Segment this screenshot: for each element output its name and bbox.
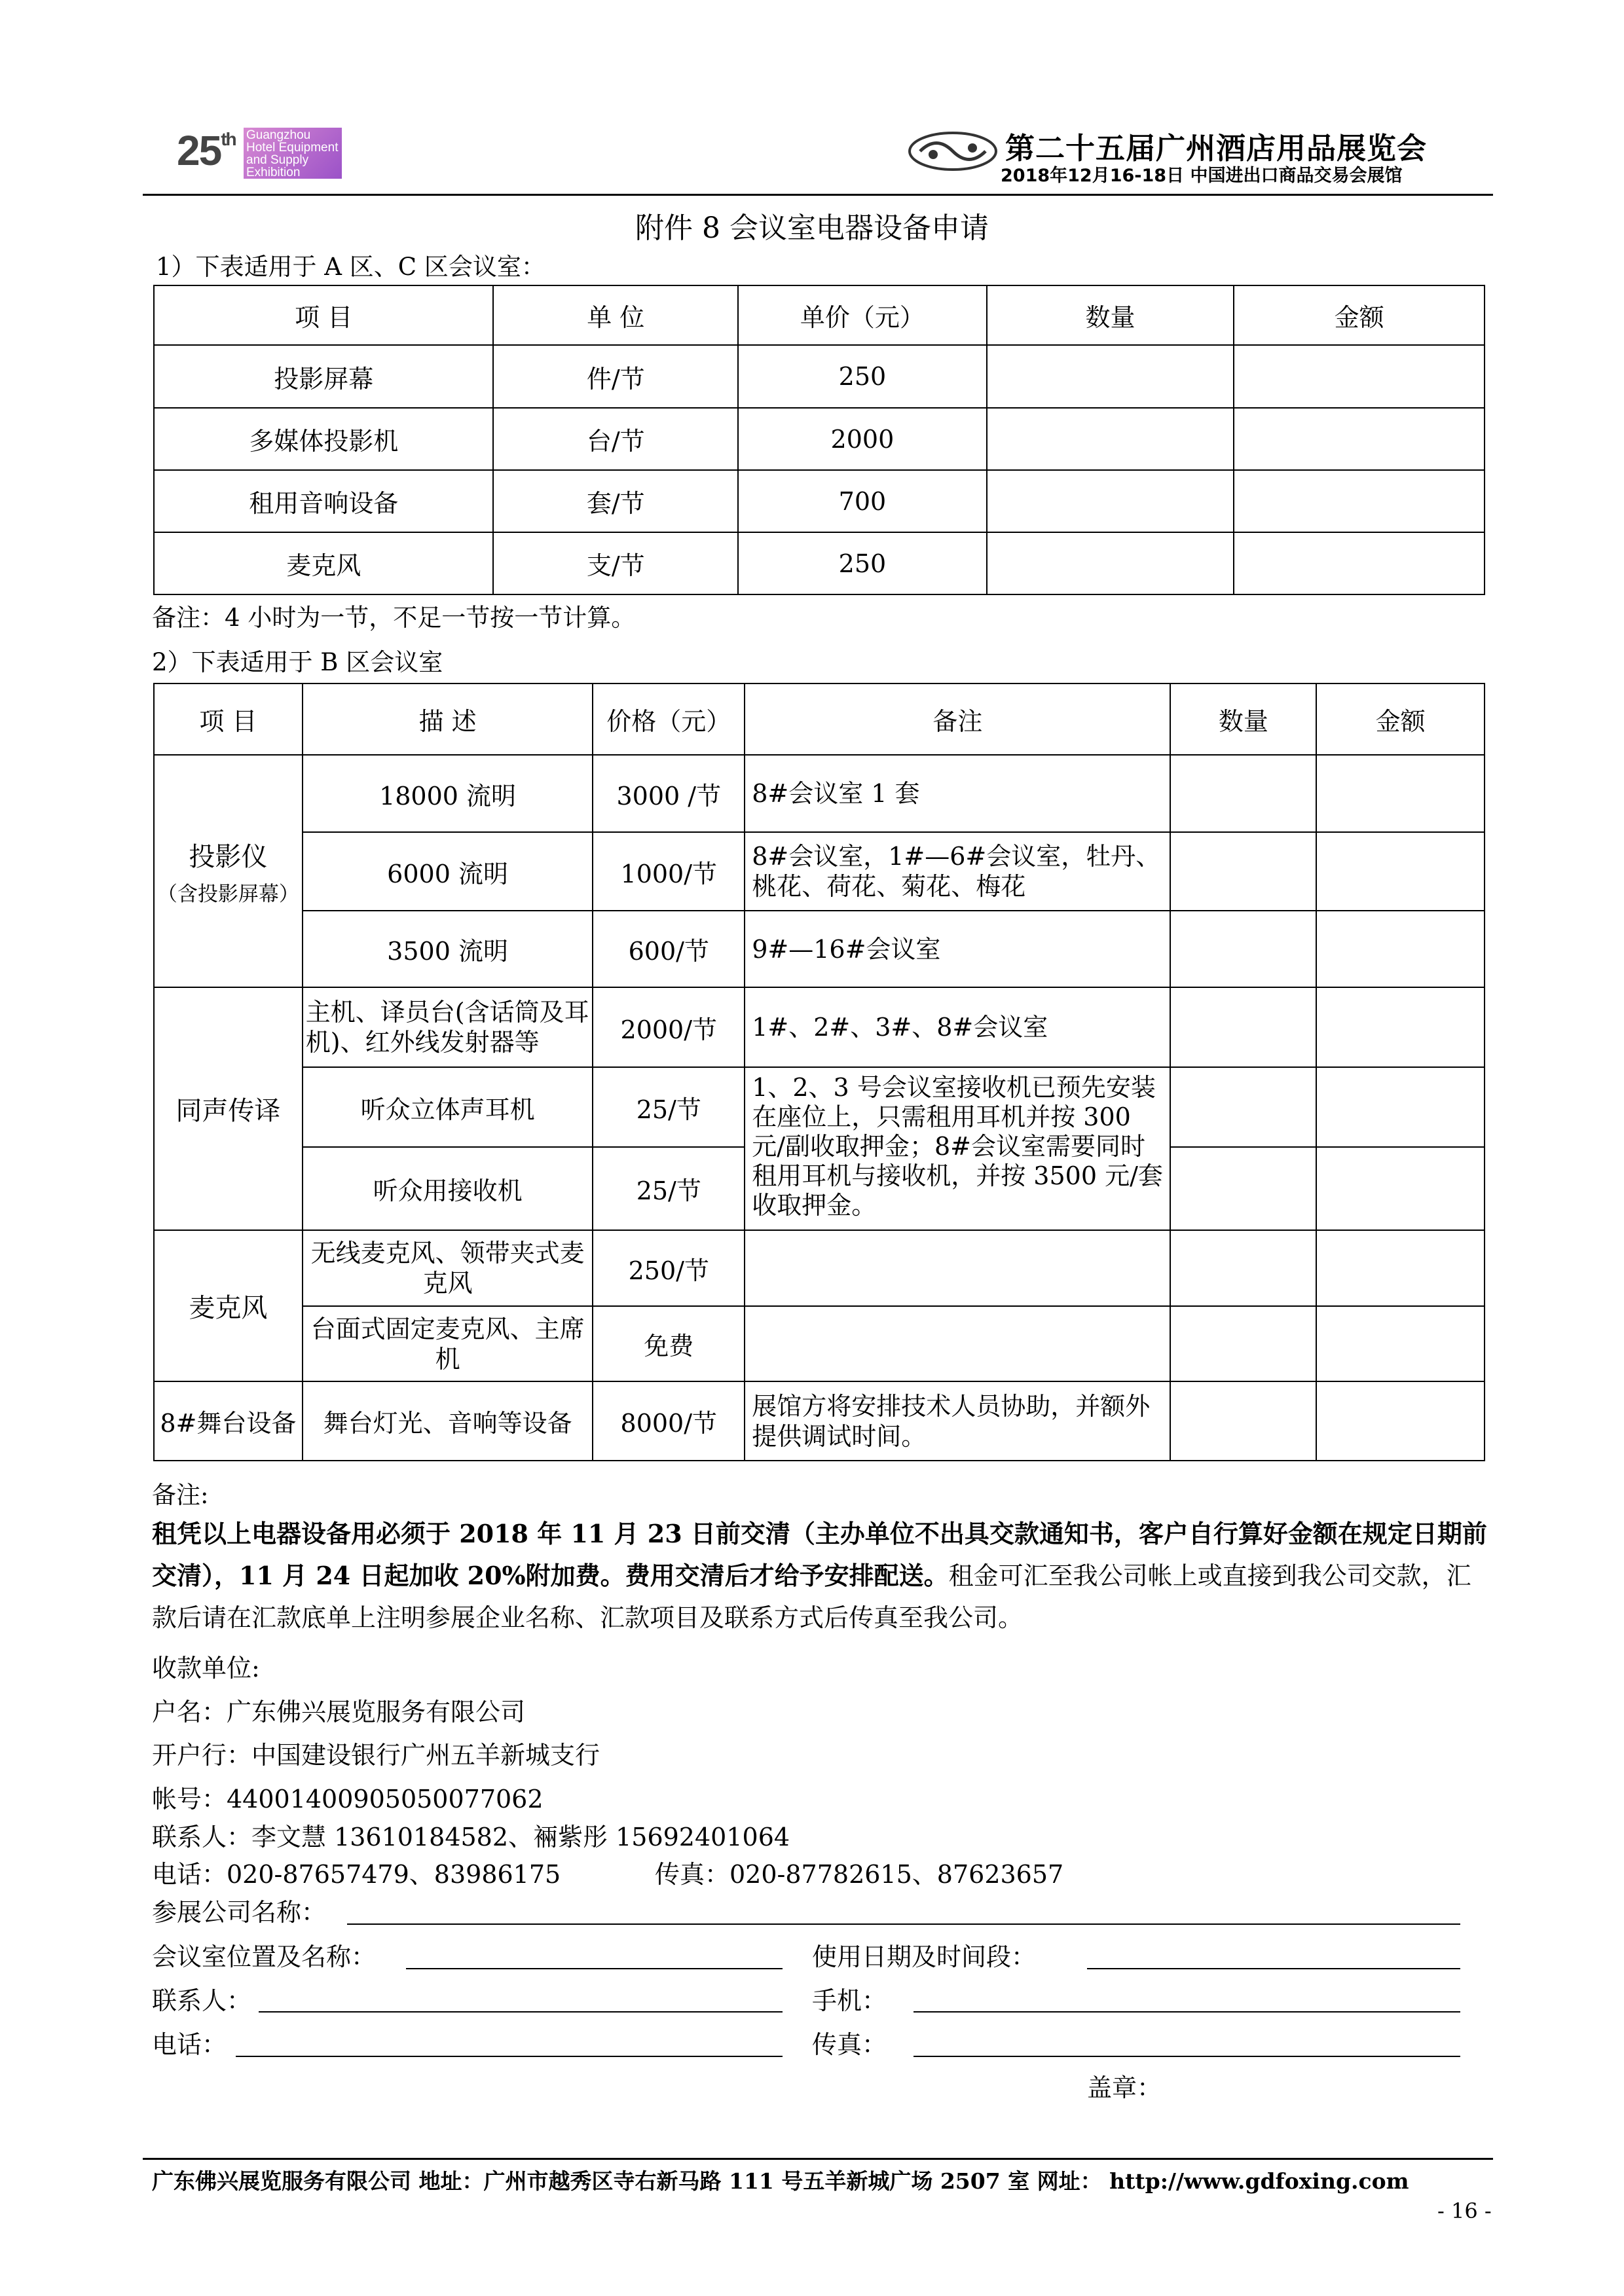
equipment-table-b xyxy=(153,683,1485,1461)
unit-cell: 套/节 xyxy=(493,470,738,532)
fax-field[interactable] xyxy=(913,2056,1460,2057)
desc-cell: 台面式固定麦克风、主席机 xyxy=(303,1306,593,1381)
amount-cell[interactable] xyxy=(1234,470,1485,532)
remark-cell: 1、2、3 号会议室接收机已预先安装在座位上，只需租用耳机并按 300 元/副收取押金；8#会议室需要同时租用耳机与接收机，并按 3500 元/套收取押金。 xyxy=(745,1067,1170,1230)
payee-label: 收款单位: xyxy=(152,1654,260,1683)
price-cell: 250 xyxy=(738,345,987,408)
table-row xyxy=(154,345,1485,408)
amount-cell[interactable] xyxy=(1316,1067,1485,1147)
desc-cell: 听众用接收机 xyxy=(303,1147,593,1230)
price-cell: 700 xyxy=(738,470,987,532)
column-header: 金额 xyxy=(1316,683,1485,755)
amount-cell[interactable] xyxy=(1316,832,1485,911)
desc-cell: 3500 流明 xyxy=(303,911,593,987)
notes-label: 备注: xyxy=(152,1481,209,1509)
amount-cell[interactable] xyxy=(1316,1306,1485,1381)
tel-field[interactable] xyxy=(236,2056,783,2057)
item-cell: 麦克风 xyxy=(154,532,493,594)
foxing-emblem-icon xyxy=(907,130,999,173)
meeting-room-label: 会议室位置及名称： xyxy=(152,1942,377,1971)
table-row xyxy=(154,1230,1485,1306)
group-cell-projector xyxy=(154,755,303,987)
tel-label: 电话： xyxy=(152,2030,227,2059)
price-cell: 免费 xyxy=(593,1306,745,1381)
remark-cell: 8#会议室，1#—6#会议室，牡丹、桃花、荷花、菊花、梅花 xyxy=(745,832,1170,911)
quantity-cell[interactable] xyxy=(1170,1306,1316,1381)
company-name-label: 参展公司名称： xyxy=(152,1898,327,1927)
unit-cell: 支/节 xyxy=(493,532,738,594)
quantity-cell[interactable] xyxy=(987,532,1234,594)
exhibition-title: 第二十五届广州酒店用品展览会 xyxy=(1005,131,1428,166)
logo-number: 25th xyxy=(177,127,236,174)
price-cell: 8000/节 xyxy=(593,1381,745,1461)
mobile-field[interactable] xyxy=(913,2011,1460,2013)
quantity-cell[interactable] xyxy=(1170,911,1316,987)
group-cell-interpret: 同声传译 xyxy=(154,987,303,1230)
amount-cell[interactable] xyxy=(1316,1147,1485,1230)
item-cell: 投影屏幕 xyxy=(154,345,493,408)
table-row xyxy=(154,832,1485,911)
table-row xyxy=(154,911,1485,987)
price-cell: 250/节 xyxy=(593,1230,745,1306)
desc-cell: 舞台灯光、音响等设备 xyxy=(303,1381,593,1461)
amount-cell[interactable] xyxy=(1234,345,1485,408)
quantity-cell[interactable] xyxy=(987,345,1234,408)
bank-name: 开户行：中国建设银行广州五羊新城支行 xyxy=(152,1741,600,1770)
remark-cell xyxy=(745,1306,1170,1381)
column-header: 单 位 xyxy=(493,285,738,345)
remark-cell: 9#—16#会议室 xyxy=(745,911,1170,987)
desc-cell: 6000 流明 xyxy=(303,832,593,911)
price-cell: 600/节 xyxy=(593,911,745,987)
item-cell: 租用音响设备 xyxy=(154,470,493,532)
table-row xyxy=(154,1306,1485,1381)
price-cell: 250 xyxy=(738,532,987,594)
fax-numbers: 传真：020-87782615、87623657 xyxy=(655,1860,1064,1889)
column-header: 数量 xyxy=(1170,683,1316,755)
amount-cell[interactable] xyxy=(1316,911,1485,987)
logo-badge: Guangzhou Hotel Equipment and Supply Exhibition xyxy=(244,128,342,179)
table-row xyxy=(154,470,1485,532)
item-cell: 多媒体投影机 xyxy=(154,408,493,470)
section2-heading: 2）下表适用于 B 区会议室 xyxy=(152,648,443,676)
equipment-table-ac xyxy=(153,285,1485,595)
account-name: 户名：广东佛兴展览服务有限公司 xyxy=(152,1698,526,1726)
table-row xyxy=(154,987,1485,1067)
table-row xyxy=(154,755,1485,832)
table-header-row xyxy=(154,683,1485,755)
remark-cell: 1#、2#、3#、8#会议室 xyxy=(745,987,1170,1067)
amount-cell[interactable] xyxy=(1316,1381,1485,1461)
amount-cell[interactable] xyxy=(1316,987,1485,1067)
page-number: - 16 - xyxy=(1437,2198,1492,2223)
amount-cell[interactable] xyxy=(1316,1230,1485,1306)
contact-field[interactable] xyxy=(259,2011,783,2013)
seal-label: 盖章： xyxy=(1087,2073,1162,2102)
contact-label: 联系人： xyxy=(152,1986,252,2015)
table-row xyxy=(154,408,1485,470)
amount-cell[interactable] xyxy=(1234,532,1485,594)
price-cell: 1000/节 xyxy=(593,832,745,911)
remark-cell: 8#会议室 1 套 xyxy=(745,755,1170,832)
contact-persons: 联系人：李文慧 13610184582、裲紫彤 15692401064 xyxy=(152,1823,790,1851)
column-header: 数量 xyxy=(987,285,1234,345)
payment-method-text: 租金可汇至我公司帐上或直接到我公司交款，汇款后请在汇款底单上注明参展企业名称、汇款项目及联系方式后传真至我公司。 xyxy=(152,1561,1471,1632)
company-name-field[interactable] xyxy=(347,1923,1460,1925)
account-number: 帐号：44001400905050077062 xyxy=(152,1785,544,1813)
column-header: 单价（元） xyxy=(738,285,987,345)
quantity-cell[interactable] xyxy=(1170,1381,1316,1461)
quantity-cell[interactable] xyxy=(1170,1067,1316,1147)
quantity-cell[interactable] xyxy=(987,470,1234,532)
company-footer: 广东佛兴展览服务有限公司 地址：广州市越秀区寺右新马路 111 号五羊新城广场 2507 室 网址： http://www.gdfoxing.com xyxy=(152,2168,1409,2194)
document-title: 附件 8 会议室电器设备申请 xyxy=(635,211,989,245)
group-cell-mic: 麦克风 xyxy=(154,1230,303,1381)
price-cell: 25/节 xyxy=(593,1067,745,1147)
quantity-cell[interactable] xyxy=(1170,755,1316,832)
price-cell: 2000/节 xyxy=(593,987,745,1067)
phone-numbers: 电话：020-87657479、83986175 xyxy=(152,1860,561,1889)
amount-cell[interactable] xyxy=(1234,408,1485,470)
quantity-cell[interactable] xyxy=(1170,832,1316,911)
desc-cell: 听众立体声耳机 xyxy=(303,1067,593,1147)
desc-cell: 主机、译员台(含话筒及耳机)、红外线发射器等 xyxy=(303,987,593,1067)
desc-cell: 18000 流明 xyxy=(303,755,593,832)
section1-heading: 1）下表适用于 A 区、C 区会议室： xyxy=(156,253,545,281)
desc-cell: 无线麦克风、领带夹式麦克风 xyxy=(303,1230,593,1306)
header-divider xyxy=(143,194,1493,196)
column-header: 备注 xyxy=(745,683,1170,755)
group-sublabel: （含投影屏幕） xyxy=(157,882,299,906)
unit-cell: 件/节 xyxy=(493,345,738,408)
price-cell: 2000 xyxy=(738,408,987,470)
usage-date-label: 使用日期及时间段： xyxy=(812,1942,1037,1971)
footer-divider xyxy=(143,2158,1493,2160)
quantity-cell[interactable] xyxy=(987,408,1234,470)
table-row xyxy=(154,1067,1485,1147)
column-header: 项 目 xyxy=(154,285,493,345)
unit-cell: 台/节 xyxy=(493,408,738,470)
price-cell: 25/节 xyxy=(593,1147,745,1230)
meeting-room-field[interactable] xyxy=(406,1968,783,1969)
remark-cell xyxy=(745,1230,1170,1306)
fax-label: 传真： xyxy=(812,2030,887,2059)
table-row xyxy=(154,1381,1485,1461)
exhibition-logo xyxy=(177,121,341,180)
column-header: 项 目 xyxy=(154,683,303,755)
column-header: 描 述 xyxy=(303,683,593,755)
quantity-cell[interactable] xyxy=(1170,1230,1316,1306)
section1-note: 备注：4 小时为一节，不足一节按一节计算。 xyxy=(152,604,636,632)
price-cell: 3000 /节 xyxy=(593,755,745,832)
table-row xyxy=(154,532,1485,594)
usage-date-field[interactable] xyxy=(1087,1968,1460,1969)
table-header-row xyxy=(154,285,1485,345)
remark-cell: 展馆方将安排技术人员协助，并额外提供调试时间。 xyxy=(745,1381,1170,1461)
quantity-cell[interactable] xyxy=(1170,987,1316,1067)
payment-notice xyxy=(152,1513,1489,1639)
exhibition-subtitle: 2018年12月16-18日 中国进出口商品交易会展馆 xyxy=(1001,166,1403,186)
group-cell-stage: 8#舞台设备 xyxy=(154,1381,303,1461)
payment-deadline-text: 租凭以上电器设备用必须于 2018 年 11 月 23 日前交清（主办单位不出具交款通知书，客户自行算好金额在规定日期前交清），11 月 24 日起加收 20%附加费。费用交清后才给予安排配送。 xyxy=(152,1519,1487,1590)
mobile-label: 手机： xyxy=(812,1986,887,2015)
column-header: 金额 xyxy=(1234,285,1485,345)
quantity-cell[interactable] xyxy=(1170,1147,1316,1230)
group-label: 投影仪 xyxy=(189,841,268,872)
amount-cell[interactable] xyxy=(1316,755,1485,832)
column-header: 价格（元） xyxy=(593,683,745,755)
